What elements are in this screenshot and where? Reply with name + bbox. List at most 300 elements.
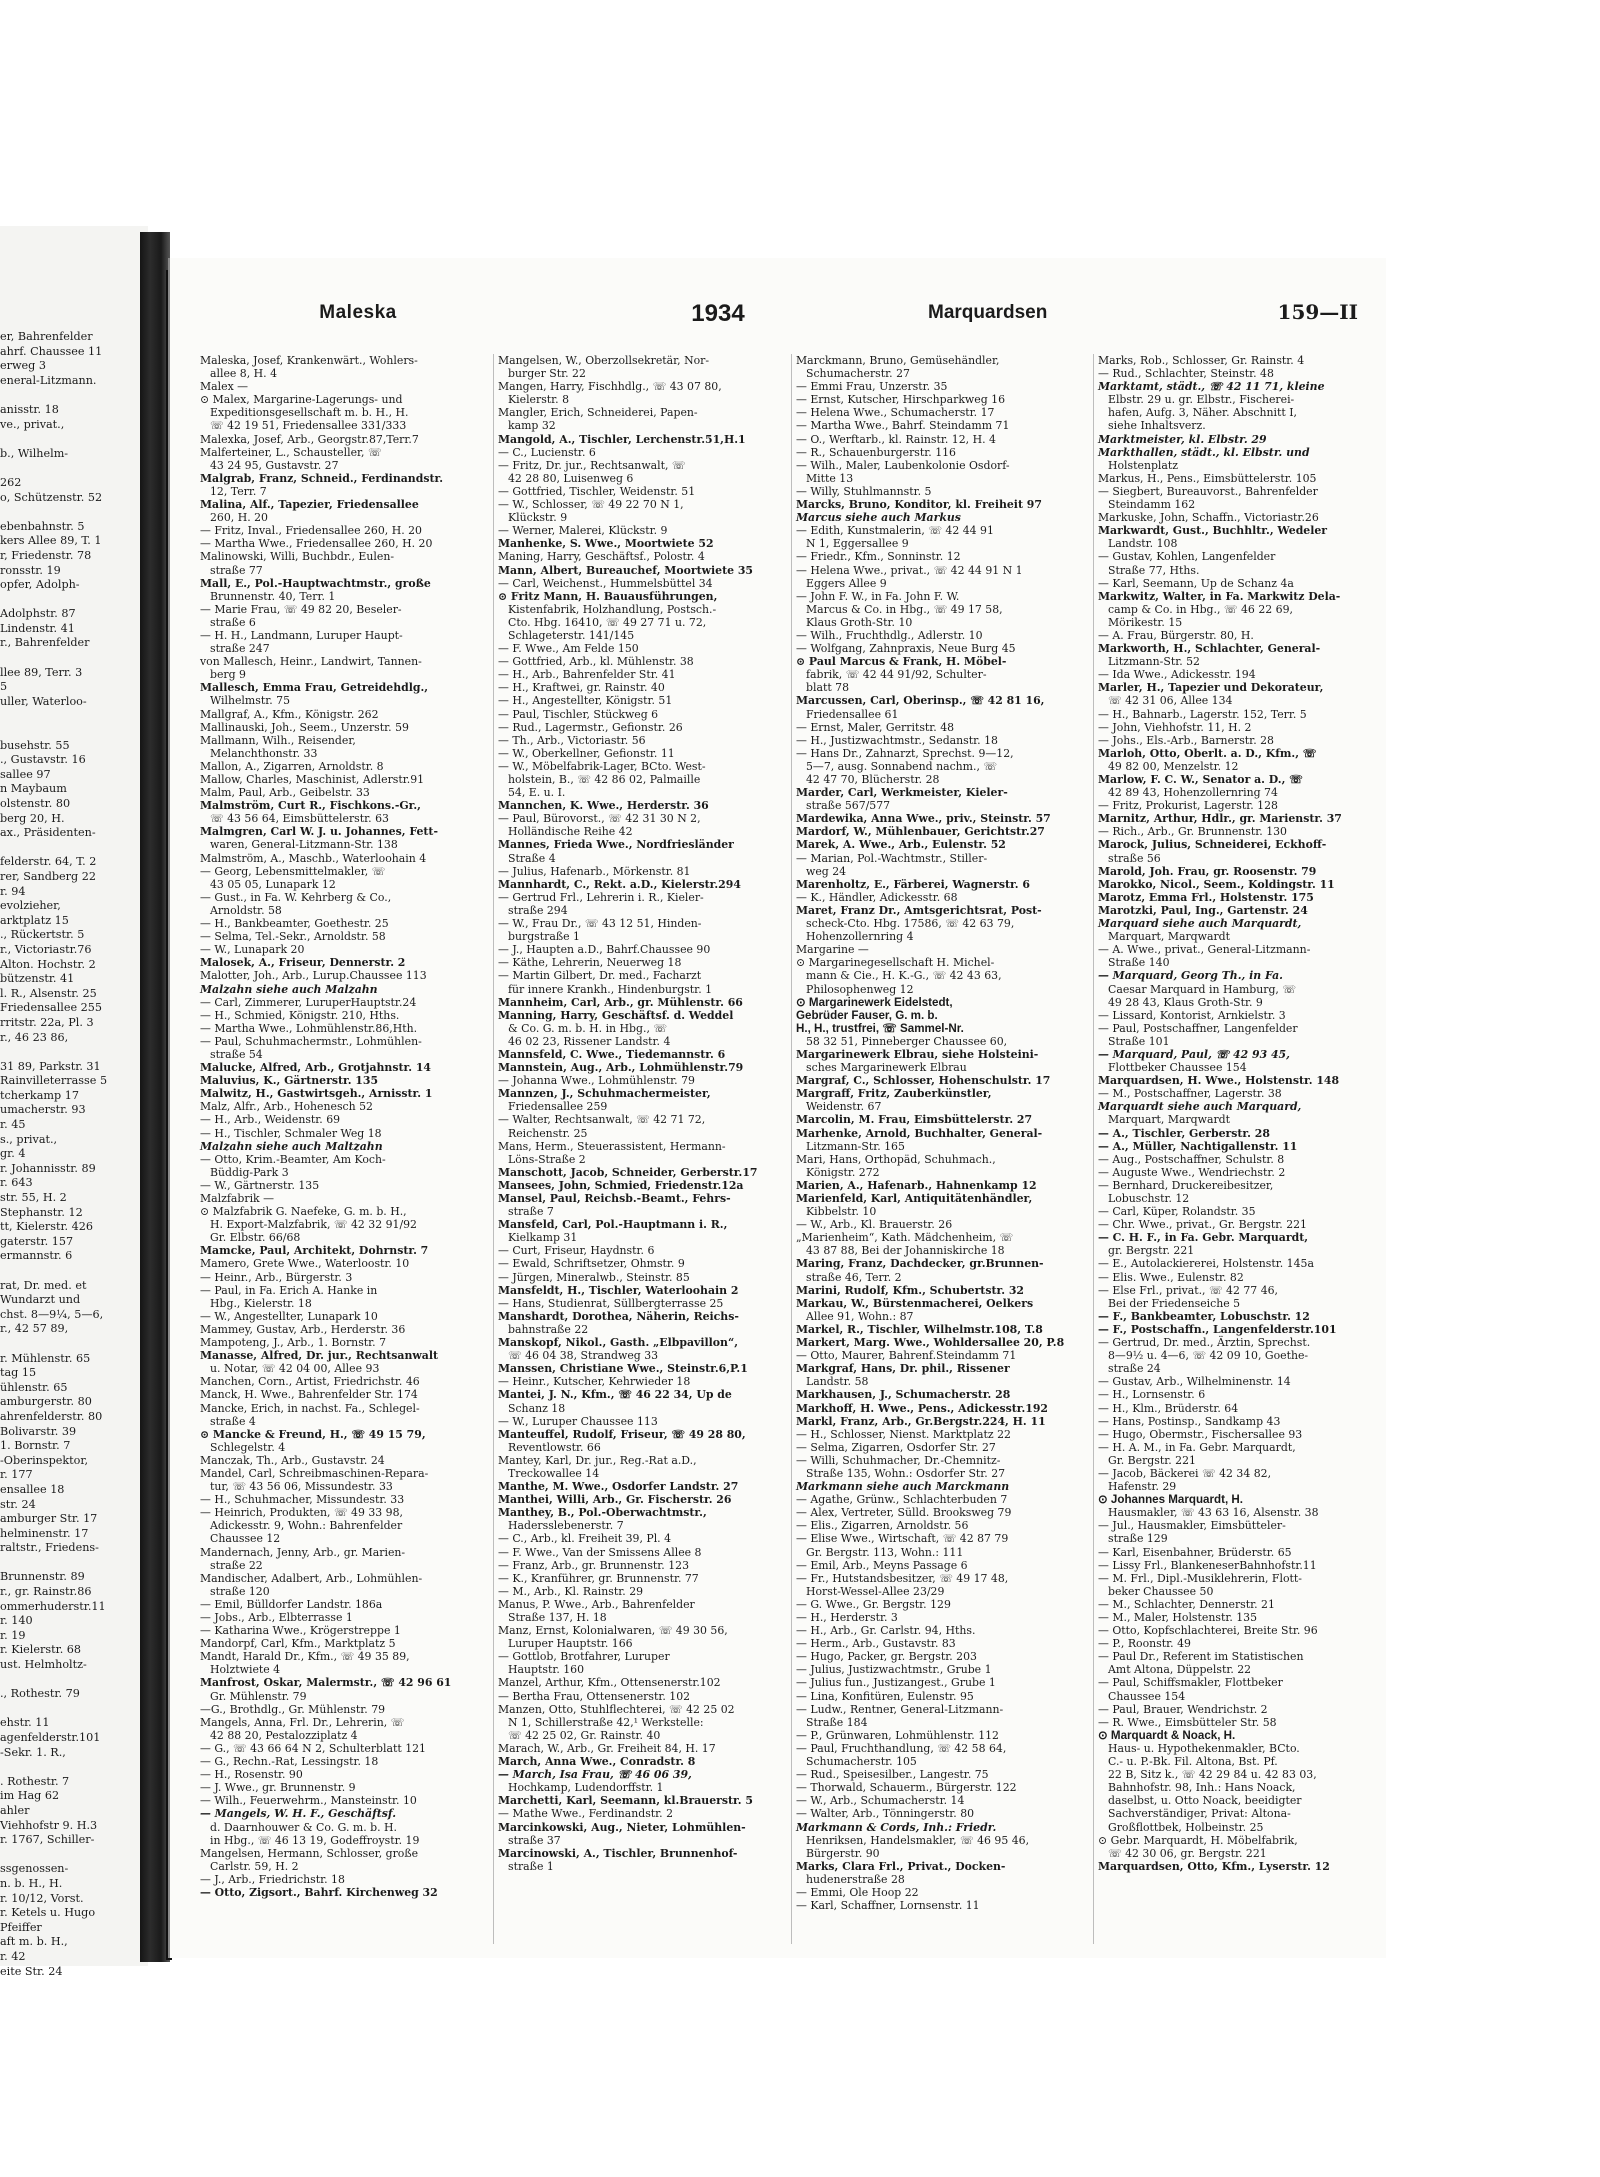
entry-continuation-line: H. Export-Malzfabrik, ☏ 42 32 91/92 xyxy=(210,1218,417,1232)
left-page-line xyxy=(0,709,140,724)
entry-continuation-line: Holstenplatz xyxy=(1108,458,1179,472)
left-page-line: ronsstr. 19 xyxy=(0,563,61,577)
directory-entry: — M., Arb., Kl. Rainstr. 29 xyxy=(498,1584,644,1598)
left-page-line: . Rothestr. 7 xyxy=(0,1774,70,1788)
directory-entry: Maret, Franz Dr., Amtsgerichtsrat, Post- xyxy=(796,903,1042,917)
directory-entry: — Hans, Studienrat, Süllbergterrasse 25 xyxy=(498,1296,724,1310)
entry-continuation-line: straße 22 xyxy=(210,1558,263,1572)
directory-entry: Manthe, M. Wwe., Osdorfer Landstr. 27 xyxy=(498,1480,739,1494)
directory-entry: — Otto, Maurer, Bahrenf.Steindamm 71 xyxy=(796,1349,1017,1363)
left-page-line: aft m. b. H., xyxy=(0,1935,68,1949)
directory-entry: — G., ☏ 43 66 64 N 2, Schulterblatt 121 xyxy=(200,1741,426,1755)
directory-entry: Mann, Albert, Bureauchef, Moortwiete 35 xyxy=(498,563,753,577)
page-header xyxy=(208,302,1358,342)
entry-continuation-line: ☏ 42 31 06, Allee 134 xyxy=(1108,694,1233,708)
directory-entry: — Paul, Postschaffner, Langenfelder xyxy=(1098,1021,1298,1035)
directory-entry: — C., Lucienstr. 6 xyxy=(498,445,596,459)
directory-entry: — H., Arb., Bahrenfelder Str. 41 xyxy=(498,668,676,682)
directory-entry: Malmgren, Carl W. J. u. Johannes, Fett- xyxy=(200,825,438,839)
entry-continuation-line: Chaussee 12 xyxy=(210,1532,281,1546)
directory-entry: — Rud., Schlachter, Steinstr. 48 xyxy=(1098,367,1274,381)
left-page-line xyxy=(0,1760,140,1775)
entry-continuation-line: Bahnhofstr. 98, Inh.: Hans Noack, xyxy=(1108,1781,1296,1795)
entry-continuation-line: Luruper Hauptstr. 166 xyxy=(508,1637,633,1651)
entry-continuation-line: burgstraße 1 xyxy=(508,930,580,944)
directory-entry: — Rich., Arb., Gr. Brunnenstr. 130 xyxy=(1098,825,1287,839)
directory-entry: — Th., Arb., Victoriastr. 56 xyxy=(498,733,646,747)
directory-entry: Mansfeldt, H., Tischler, Waterloohain 2 xyxy=(498,1283,739,1297)
directory-entry: Mansel, Paul, Reichsb.-Beamt., Fehrs- xyxy=(498,1192,731,1205)
directory-entry: — Agathe, Grünw., Schlachterbuden 7 xyxy=(796,1493,1008,1507)
directory-entry: Mallgraf, A., Kfm., Königstr. 262 xyxy=(200,707,379,721)
header-right-word: Marquardsen xyxy=(928,302,1048,323)
left-page-line: Bolivarstr. 39 xyxy=(0,1424,77,1438)
directory-entry: — Emil, Arb., Meyns Passage 6 xyxy=(796,1558,968,1572)
directory-entry: ⊙ Margarinewerk Eidelstedt, xyxy=(796,995,953,1009)
directory-entry: — Walter, Arb., Tönningerstr. 80 xyxy=(796,1807,975,1821)
directory-entry: Manhenke, S. Wwe., Moortwiete 52 xyxy=(498,537,714,551)
directory-entry: Marcus siehe auch Markus xyxy=(796,511,961,525)
directory-entry: — H., Herderstr. 3 xyxy=(796,1611,898,1624)
directory-entry: — Herm., Arb., Gustavstr. 83 xyxy=(796,1637,956,1651)
directory-entry: Malex — xyxy=(200,380,249,394)
directory-entry: — G. Wwe., Gr. Bergstr. 129 xyxy=(796,1597,951,1611)
entry-continuation-line: Gr. Elbstr. 66/68 xyxy=(210,1231,301,1245)
entry-continuation-line: hafen, Aufg. 3, Näher. Abschnitt I, xyxy=(1108,406,1298,420)
directory-entry: — Julius, Hafenarb., Mörkenstr. 81 xyxy=(498,864,691,878)
left-page-line: ssgenossen- xyxy=(0,1862,69,1876)
left-page-line: erweg 3 xyxy=(0,359,47,373)
directory-entry: Mallmann, Wilh., Reisender, xyxy=(200,733,356,747)
directory-entry: Markthallen, städt., kl. Elbstr. und xyxy=(1098,445,1310,459)
directory-entry: — Hans Dr., Zahnarzt, Sprechst. 9—12, xyxy=(796,746,1014,760)
directory-entry: Maluvius, K., Gärtnerstr. 135 xyxy=(200,1074,379,1088)
directory-entry: Mangelsen, W., Oberzollsekretär, Nor- xyxy=(498,354,710,367)
left-page-line xyxy=(0,1702,140,1717)
directory-entry: Mardewika, Anna Wwe., priv., Steinstr. 57 xyxy=(796,812,1051,826)
left-page-line xyxy=(0,1045,140,1060)
entry-continuation-line: 54, E. u. I. xyxy=(508,786,566,800)
directory-entry: — Käthe, Lehrerin, Neuerweg 18 xyxy=(498,956,682,970)
entry-continuation-line: Mörikestr. 15 xyxy=(1108,615,1183,629)
left-page-line: Viehhofstr 9. H.3 xyxy=(0,1818,98,1832)
left-page-line: 5 xyxy=(0,680,8,694)
left-page-line: 262 xyxy=(0,475,22,489)
left-page-line: ahler xyxy=(0,1803,30,1817)
entry-continuation-line: holstein, B., ☏ 42 86 02, Palmaille xyxy=(508,773,701,786)
left-page-line: eneral-Litzmann. xyxy=(0,373,97,387)
entry-continuation-line: berg 9 xyxy=(210,668,246,682)
directory-entry: — W., Gärtnerstr. 135 xyxy=(200,1178,320,1192)
directory-entry: — H. A. M., in Fa. Gebr. Marquardt, xyxy=(1098,1440,1296,1454)
directory-entry: ⊙ Marquardt & Noack, H. xyxy=(1098,1728,1236,1742)
entry-continuation-line: Lobuschstr. 12 xyxy=(1108,1192,1190,1205)
directory-entry: — Fritz, Inval., Friedensallee 260, H. 20 xyxy=(200,524,422,538)
left-page-line: uller, Waterloo- xyxy=(0,694,87,708)
directory-entry: Markworth, H., Schlachter, General- xyxy=(1098,642,1321,656)
directory-entry: Margarine — xyxy=(796,943,869,957)
entry-continuation-line: waren, General-Litzmann-Str. 138 xyxy=(210,838,398,852)
directory-entry: Malz, Alfr., Arb., Hohenesch 52 xyxy=(200,1100,373,1114)
entry-continuation-line: Hochkamp, Ludendorffstr. 1 xyxy=(508,1781,664,1795)
directory-entry: Mannheim, Carl, Arb., gr. Mühlenstr. 66 xyxy=(498,995,743,1009)
directory-entry: — P., Roonstr. 49 xyxy=(1098,1637,1191,1651)
directory-entry: — Carl, Zimmerer, LuruperHauptstr.24 xyxy=(200,995,417,1009)
directory-entry: Markmann siehe auch Marckmann xyxy=(796,1480,1010,1494)
entry-continuation-line: 49 28 43, Klaus Groth-Str. 9 xyxy=(1108,995,1263,1009)
directory-entry: — Bertha Frau, Ottensenerstr. 102 xyxy=(498,1689,691,1703)
directory-entry: Markwardt, Gust., Buchhltr., Wedeler xyxy=(1098,524,1328,538)
entry-continuation-line: blatt 78 xyxy=(806,681,850,695)
directory-entry: Margraf, C., Schlosser, Hohenschulstr. 17 xyxy=(796,1074,1051,1088)
entry-continuation-line: Schlageterstr. 141/145 xyxy=(508,628,635,642)
directory-entry: Marenholtz, E., Färberei, Wagnerstr. 6 xyxy=(796,877,1030,891)
left-page-line: ., Gustavstr. 16 xyxy=(0,753,86,767)
left-page-line: r. 643 xyxy=(0,1176,33,1190)
directory-entry: — W., Schlosser, ☏ 49 22 70 N 1, xyxy=(498,498,684,512)
directory-entry: Manz, Ernst, Kolonialwaren, ☏ 49 30 56, xyxy=(498,1624,728,1638)
entry-continuation-line: 42 88 20, Pestalozziplatz 4 xyxy=(210,1728,358,1742)
left-page-line: r., Bahrenfelder xyxy=(0,636,90,650)
directory-entry: Malzfabrik — xyxy=(200,1192,275,1205)
directory-entry: Malinowski, Willi, Buchbdr., Eulen- xyxy=(200,550,395,564)
directory-entry: Manczak, Th., Arb., Gustavstr. 24 xyxy=(200,1453,385,1467)
header-year: 1934 xyxy=(691,300,745,327)
directory-entry: — John F. W., in Fa. John F. W. xyxy=(796,589,960,603)
left-page-line xyxy=(0,593,140,608)
left-page-line: gaterstr. 157 xyxy=(0,1234,74,1248)
directory-entry: — Martha Wwe., Bahrf. Steindamm 71 xyxy=(796,419,1010,433)
entry-continuation-line: Kibbelstr. 10 xyxy=(806,1205,877,1219)
directory-entry: — Martha Wwe., Lohmühlenstr.86,Hth. xyxy=(200,1021,418,1035)
directory-entry: Mantei, J. N., Kfm., ☏ 46 22 34, Up de xyxy=(498,1388,732,1402)
directory-entry: — Elise Wwe., Wirtschaft, ☏ 42 87 79 xyxy=(796,1532,1009,1546)
entry-continuation-line: ☏ 42 19 51, Friedensallee 331/333 xyxy=(210,419,407,433)
directory-entry: Manning, Harry, Geschäftsf. d. Weddel xyxy=(498,1008,734,1022)
directory-entry: — W., Lunapark 20 xyxy=(200,943,305,957)
entry-continuation-line: N 1, Schillerstraße 42,¹ Werkstelle: xyxy=(508,1715,704,1729)
left-page-line: im Hag 62 xyxy=(0,1789,60,1803)
left-page-line: r. Kielerstr. 68 xyxy=(0,1643,82,1657)
entry-continuation-line: Horst-Wessel-Allee 23/29 xyxy=(806,1584,945,1598)
directory-entry: — Heinr., Kutscher, Kehrwieder 18 xyxy=(498,1375,691,1389)
directory-entry: Manzel, Arthur, Kfm., Ottensenerstr.102 xyxy=(498,1676,721,1690)
page-number: 159—II xyxy=(1277,300,1358,324)
entry-continuation-line: Caesar Marquard in Hamburg, ☏ xyxy=(1108,982,1296,996)
directory-entry: — Karl, Seemann, Up de Schanz 4a xyxy=(1098,576,1294,590)
left-page-line xyxy=(0,1264,140,1279)
entry-continuation-line: straße 56 xyxy=(1108,851,1161,865)
directory-entry: Malwitz, H., Gastwirtsgeh., Arnisstr. 1 xyxy=(200,1087,433,1101)
directory-entry: — O., Werftarb., kl. Rainstr. 12, H. 4 xyxy=(796,432,996,446)
left-page-line: ., Rothestr. 79 xyxy=(0,1687,80,1701)
entry-continuation-line: Allee 91, Wohn.: 87 xyxy=(806,1309,914,1323)
left-page-line: r. 10/12, Vorst. xyxy=(0,1891,84,1905)
directory-entry: — Gottfried, Arb., kl. Mühlenstr. 38 xyxy=(498,655,694,669)
directory-entry: Marien, A., Hafenarb., Hahnenkamp 12 xyxy=(796,1178,1037,1192)
left-page-line: ebenbahnstr. 5 xyxy=(0,519,85,533)
entry-continuation-line: straße 46, Terr. 2 xyxy=(806,1270,902,1284)
directory-entry: Marchetti, Karl, Seemann, kl.Brauerstr. 5 xyxy=(498,1794,753,1808)
directory-entry: Manzen, Otto, Stuhlflechterei, ☏ 42 25 02 xyxy=(498,1702,735,1716)
directory-entry: — Selma, Zigarren, Osdorfer Str. 27 xyxy=(796,1440,996,1454)
entry-continuation-line: weg 24 xyxy=(806,864,847,878)
directory-entry: — H., Schlosser, Nienst. Marktplatz 22 xyxy=(796,1427,1011,1441)
directory-entry: Maning, Harry, Geschäftsf., Polostr. 4 xyxy=(498,550,705,564)
entry-continuation-line: Klückstr. 9 xyxy=(508,511,568,525)
left-page-line: amburgerstr. 80 xyxy=(0,1395,92,1409)
directory-entry: —G., Brothdlg., Gr. Mühlenstr. 79 xyxy=(200,1702,386,1716)
entry-continuation-line: Philosophenweg 12 xyxy=(806,982,914,996)
directory-entry: — Gustav, Kohlen, Langenfelder xyxy=(1098,550,1276,564)
left-page-line: raltstr., Friedens- xyxy=(0,1541,99,1555)
left-page-line: str. 24 xyxy=(0,1497,36,1511)
entry-continuation-line: 12, Terr. 7 xyxy=(210,484,267,498)
directory-entry: — H. H., Landmann, Luruper Haupt- xyxy=(200,628,403,642)
entry-continuation-line: Marquart, Marqwardt xyxy=(1108,1113,1231,1127)
left-page-line: s., privat., xyxy=(0,1132,58,1146)
directory-entry: Manschott, Jacob, Schneider, Gerberstr.17 xyxy=(498,1165,758,1179)
directory-entry: Markau, W., Bürstenmacherei, Oelkers xyxy=(796,1296,1034,1310)
left-page-line: helminenstr. 17 xyxy=(0,1526,89,1540)
left-facing-page xyxy=(0,226,148,1978)
directory-entry: — Johanna Wwe., Lohmühlenstr. 79 xyxy=(498,1074,695,1088)
entry-continuation-line: straße 77 xyxy=(210,563,263,577)
directory-entry: ⊙ Malzfabrik G. Naefeke, G. m. b. H., xyxy=(200,1205,407,1219)
entry-continuation-line: Kielerstr. 8 xyxy=(508,393,570,407)
directory-entry: — Martha Wwe., Friedensallee 260, H. 20 xyxy=(200,537,433,551)
left-page-line: ust. Helmholtz- xyxy=(0,1658,87,1672)
entry-continuation-line: straße 129 xyxy=(1108,1532,1168,1546)
entry-continuation-line: straße 120 xyxy=(210,1584,270,1598)
left-page-line: Friedensallee 255 xyxy=(0,1001,103,1015)
directory-entry: — K., Kranführer, gr. Brunnenstr. 77 xyxy=(498,1571,699,1585)
directory-entry: Manthey, B., Pol.-Oberwachtmstr., xyxy=(498,1506,707,1520)
directory-entry: — W., Angestellter, Lunapark 10 xyxy=(200,1309,378,1323)
entry-continuation-line: & Co. G. m. b. H. in Hbg., ☏ xyxy=(508,1021,667,1035)
directory-entry: March, Anna Wwe., Conradstr. 8 xyxy=(498,1755,696,1769)
directory-entry: Marcolin, M. Frau, Eimsbüttelerstr. 27 xyxy=(796,1113,1033,1127)
entry-continuation-line: Carlstr. 59, H. 2 xyxy=(210,1859,299,1873)
entry-continuation-line: Straße 135, Wohn.: Osdorfer Str. 27 xyxy=(806,1466,1006,1480)
directory-entry: Malucke, Alfred, Arb., Grotjahnstr. 14 xyxy=(200,1061,431,1075)
left-page-line: n. b. H., H. xyxy=(0,1876,63,1890)
left-page-line: llee 89, Terr. 3 xyxy=(0,665,83,679)
directory-entry: — Alex, Vertreter, Sülld. Brooksweg 79 xyxy=(796,1506,1012,1520)
directory-entry: — Marquard, Paul, ☏ 42 93 45, xyxy=(1098,1047,1290,1061)
directory-entry: — Paul Dr., Referent im Statistischen xyxy=(1098,1650,1304,1664)
left-page-line: ühlenstr. 65 xyxy=(0,1380,68,1394)
directory-entry: — Franz, Arb., gr. Brunnenstr. 123 xyxy=(498,1558,690,1572)
entry-continuation-line: tur, ☏ 43 56 06, Missundestr. 33 xyxy=(210,1480,393,1494)
directory-entry: Mansfeld, Carl, Pol.-Hauptmann i. R., xyxy=(498,1218,728,1232)
directory-entry: Mardorf, W., Mühlenbauer, Gerichtstr.27 xyxy=(796,825,1045,839)
entry-continuation-line: Kistenfabrik, Holzhandlung, Postsch.- xyxy=(508,602,717,616)
left-page-line: rritstr. 22a, Pl. 3 xyxy=(0,1015,94,1029)
left-page-line: opfer, Adolph- xyxy=(0,578,80,592)
directory-entry: — Wilh., Maler, Laubenkolonie Osdorf- xyxy=(796,458,1010,472)
entry-continuation-line: Holländische Reihe 42 xyxy=(508,825,633,839)
left-page-line: evolzieher, xyxy=(0,899,61,913)
entry-continuation-line: Kielkamp 31 xyxy=(508,1231,578,1245)
entry-continuation-line: fabrik, ☏ 42 44 91/92, Schulter- xyxy=(806,668,987,682)
directory-entry: — Heinrich, Produkten, ☏ 49 33 98, xyxy=(200,1506,403,1520)
left-page-line: ahrf. Chaussee 11 xyxy=(0,344,103,358)
directory-entry: Mall, E., Pol.-Hauptwachtmstr., große xyxy=(200,576,431,590)
directory-entry: von Mallesch, Heinr., Landwirt, Tannen- xyxy=(200,655,422,669)
left-page-line xyxy=(0,724,140,739)
directory-entry: — Wilh., Fruchthdlg., Adlerstr. 10 xyxy=(796,628,983,642)
directory-entry: Mannzen, J., Schuhmachermeister, xyxy=(498,1087,711,1101)
left-page-line: Lindenstr. 41 xyxy=(0,621,75,635)
entry-continuation-line: straße 294 xyxy=(508,903,568,917)
entry-continuation-line: Schumacherstr. 105 xyxy=(806,1755,917,1769)
directory-entry: Marold, Joh. Frau, gr. Roosenstr. 79 xyxy=(1098,864,1317,878)
entry-continuation-line: Büddig-Park 3 xyxy=(210,1165,289,1179)
left-page-line: ermannstr. 6 xyxy=(0,1249,73,1263)
directory-entry: Markuske, John, Schaffn., Victoriastr.26 xyxy=(1098,511,1319,525)
left-page-line: eite Str. 24 xyxy=(0,1964,63,1978)
directory-entry: — Hugo, Packer, gr. Bergstr. 203 xyxy=(796,1650,977,1664)
left-page-line: Pfeiffer xyxy=(0,1920,42,1934)
directory-entry: — H., Angestellter, Königstr. 51 xyxy=(498,694,673,708)
directory-entry: Marock, Julius, Schneiderei, Eckhoff- xyxy=(1098,838,1327,852)
entry-continuation-line: straße 4 xyxy=(210,1414,256,1428)
entry-continuation-line: Melanchthonstr. 33 xyxy=(210,746,318,760)
directory-entry: Malzahn siehe auch Malzahn xyxy=(200,982,378,996)
entry-continuation-line: 5—7, ausg. Sonnabend nachm., ☏ xyxy=(806,759,998,773)
directory-entry: — Else Frl., privat., ☏ 42 77 46, xyxy=(1098,1283,1279,1297)
entry-continuation-line: 42 28 80, Luisenweg 6 xyxy=(508,471,634,485)
directory-entry: — Werner, Malerei, Klückstr. 9 xyxy=(498,524,668,538)
entry-continuation-line: 46 02 23, Rissener Landstr. 4 xyxy=(508,1034,671,1048)
directory-entry: Mangler, Erich, Schneiderei, Papen- xyxy=(498,406,698,420)
directory-entry: Marek, A. Wwe., Arb., Eulenstr. 52 xyxy=(796,838,1006,852)
directory-entry: Mannes, Frieda Wwe., Nordfriesländer xyxy=(498,838,734,852)
directory-entry: — C., Arb., kl. Freiheit 39, Pl. 4 xyxy=(498,1532,672,1546)
left-page-line xyxy=(0,388,140,403)
directory-entry: — Walter, Rechtsanwalt, ☏ 42 71 72, xyxy=(498,1113,706,1127)
directory-entry: — Martin Gilbert, Dr. med., Facharzt xyxy=(498,969,702,983)
directory-entry: — Lissy Frl., BlankeneserBahnhofstr.11 xyxy=(1098,1558,1317,1572)
directory-entry: — Ewald, Schriftsetzer, Ohmstr. 9 xyxy=(498,1257,685,1271)
directory-entry: — F., Bankbeamter, Lobuschstr. 12 xyxy=(1098,1309,1310,1323)
entry-continuation-line: 49 82 00, Menzelstr. 12 xyxy=(1108,759,1239,773)
entry-continuation-line: straße 24 xyxy=(1108,1362,1161,1376)
left-page-line xyxy=(0,651,140,666)
left-page-line: amburger Str. 17 xyxy=(0,1512,98,1526)
entry-continuation-line: Hauptstr. 160 xyxy=(508,1663,585,1677)
directory-entry: Markert, Marg. Wwe., Wohldersallee 20, P.8 xyxy=(796,1336,1065,1350)
directory-entry: — Julius fun., Justizangest., Grube 1 xyxy=(796,1676,996,1690)
entry-continuation-line: Straße 140 xyxy=(1108,956,1170,970)
directory-entry: — Julius, Justizwachtmstr., Grube 1 xyxy=(796,1663,992,1677)
entry-continuation-line: daselbst, u. Otto Noack, beeidigter xyxy=(1108,1794,1302,1808)
entry-continuation-line: scheck-Cto. Hbg. 17586, ☏ 42 63 79, xyxy=(806,917,1015,931)
left-page-line xyxy=(0,841,140,856)
left-page-line: arktplatz 15 xyxy=(0,913,69,927)
directory-entry: — John, Viehhofstr. 11, H. 2 xyxy=(1098,720,1252,734)
directory-entry: Malexka, Josef, Arb., Georgstr.87,Terr.7 xyxy=(200,432,419,446)
directory-entry: H., H., trustfrei, ☏ Sammel-Nr. xyxy=(796,1021,964,1035)
directory-entry: Margarinewerk Elbrau, siehe Holsteini- xyxy=(796,1047,1039,1061)
directory-entry: — Otto, Kopfschlachterei, Breite Str. 96 xyxy=(1098,1624,1318,1638)
entry-continuation-line: Marcus & Co. in Hbg., ☏ 49 17 58, xyxy=(806,602,1003,616)
entry-continuation-line: beker Chaussee 50 xyxy=(1108,1584,1214,1598)
entry-continuation-line: Wilhelmstr. 75 xyxy=(210,694,290,708)
directory-entry: — W., Frau Dr., ☏ 43 12 51, Hinden- xyxy=(498,917,702,931)
directory-entry: — J. Wwe., gr. Brunnenstr. 9 xyxy=(200,1781,356,1795)
left-page-line: er, Bahrenfelder xyxy=(0,330,93,343)
left-page-line: str. 55, H. 2 xyxy=(0,1191,67,1205)
directory-entry: — Jobs., Arb., Elbterrasse 1 xyxy=(200,1611,353,1624)
directory-entry: — Gottfried, Tischler, Weidenstr. 51 xyxy=(498,484,696,498)
left-page-line xyxy=(0,1556,140,1571)
directory-entry: Mans, Herm., Steuerassistent, Hermann- xyxy=(498,1139,726,1153)
left-page-line: r. 1767, Schiller- xyxy=(0,1833,95,1847)
directory-entry: Mannsfeld, C. Wwe., Tiedemannstr. 6 xyxy=(498,1047,726,1061)
directory-entry: — Willi, Schuhmacher, Dr.-Chemnitz- xyxy=(796,1453,1001,1467)
entry-continuation-line: Sachverständiger, Privat: Altona- xyxy=(1108,1807,1291,1821)
directory-page xyxy=(168,258,1386,1958)
directory-entry: — W., Arb., Schumacherstr. 14 xyxy=(796,1794,965,1808)
directory-entry: Marktmeister, kl. Elbstr. 29 xyxy=(1098,432,1267,446)
entry-continuation-line: 42 47 70, Blücherstr. 28 xyxy=(806,773,940,786)
left-page-line: o, Schützenstr. 52 xyxy=(0,490,103,504)
entry-continuation-line: Landstr. 108 xyxy=(1108,537,1178,551)
entry-continuation-line: d. Daarnhouwer & Co. G. m. b. H. xyxy=(210,1820,397,1834)
directory-entry: Malina, Alf., Tapezier, Friedensallee xyxy=(200,498,419,512)
directory-entry: — Lissard, Kontorist, Arnkielstr. 3 xyxy=(1098,1008,1286,1022)
directory-entry: — H., Lornsenstr. 6 xyxy=(1098,1388,1206,1402)
directory-entry: Mandernach, Jenny, Arb., gr. Marien- xyxy=(200,1545,406,1559)
left-page-line: chst. 8—9¼, 5—6, xyxy=(0,1307,104,1321)
directory-entry: Malmström, A., Maschb., Waterloohain 4 xyxy=(200,851,427,865)
directory-entry: Marotz, Emma Frl., Holstenstr. 175 xyxy=(1098,890,1314,904)
entry-continuation-line: straße 6 xyxy=(210,615,256,629)
directory-entry: Manfrost, Oskar, Malermstr., ☏ 42 96 61 xyxy=(200,1676,452,1690)
entry-continuation-line: Bürgerstr. 90 xyxy=(806,1846,880,1860)
directory-entry: Mannhardt, C., Rekt. a.D., Kielerstr.294 xyxy=(498,877,741,891)
directory-entry: — Paul, Schiffsmakler, Flottbeker xyxy=(1098,1676,1283,1690)
left-page-line xyxy=(0,1848,140,1863)
directory-entry: Manshardt, Dorothea, Näherin, Reichs- xyxy=(498,1309,739,1323)
directory-entry: — Marie Frau, ☏ 49 82 20, Beseler- xyxy=(200,602,402,616)
entry-continuation-line: ☏ 43 56 64, Eimsbüttelerstr. 63 xyxy=(210,812,389,826)
entry-continuation-line: Adickesstr. 9, Wohn.: Bahrenfelder xyxy=(210,1519,403,1533)
left-page-line: r. 140 xyxy=(0,1614,33,1628)
entry-continuation-line: 58 32 51, Pinneberger Chaussee 60, xyxy=(806,1034,1008,1048)
entry-continuation-line: ☏ 42 30 06, gr. Bergstr. 221 xyxy=(1108,1846,1267,1860)
left-page-line: r. 19 xyxy=(0,1628,26,1642)
directory-entry: Marhenke, Arnold, Buchhalter, General- xyxy=(796,1126,1043,1140)
directory-entry: Manchen, Corn., Artist, Friedrichstr. 46 xyxy=(200,1375,420,1389)
directory-entry: ⊙ Margarinegesellschaft H. Michel- xyxy=(796,956,995,970)
entry-continuation-line: Henriksen, Handelsmakler, ☏ 46 95 46, xyxy=(806,1833,1030,1847)
left-page-line: Stephanstr. 12 xyxy=(0,1205,83,1219)
left-page-line: umacherstr. 93 xyxy=(0,1103,86,1117)
entry-continuation-line: Mitte 13 xyxy=(806,471,854,485)
entry-continuation-line: Hbg., Kielerstr. 18 xyxy=(210,1296,312,1310)
directory-entry: ⊙ Mancke & Freund, H., ☏ 49 15 79, xyxy=(200,1427,426,1441)
directory-entry: — Emmi Frau, Unzerstr. 35 xyxy=(796,380,948,394)
directory-entry: Manteuffel, Rudolf, Friseur, ☏ 49 28 80, xyxy=(498,1427,746,1441)
entry-continuation-line: u. Notar, ☏ 42 04 00, Allee 93 xyxy=(210,1362,380,1376)
directory-entry: — Lina, Konfitüren, Eulenstr. 95 xyxy=(796,1689,974,1703)
directory-entry: — Bernhard, Druckereibesitzer, xyxy=(1098,1178,1274,1192)
left-page-line: kers Allee 89, T. 1 xyxy=(0,534,102,548)
left-page-line: -Oberinspektor, xyxy=(0,1453,89,1467)
